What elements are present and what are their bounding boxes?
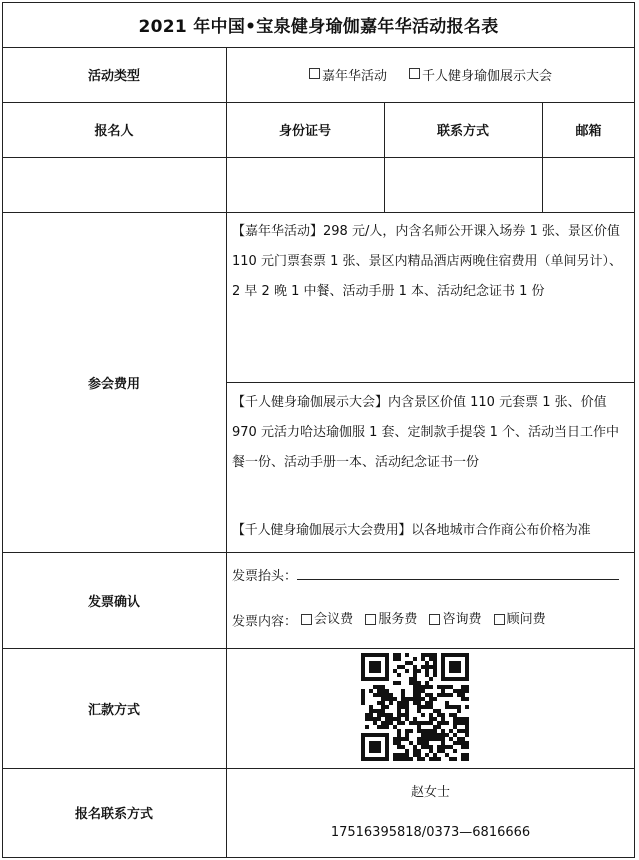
fee-divider bbox=[226, 382, 635, 383]
fee-carnival-text: 【嘉年华活动】298 元/人，内含名师公开课入场券 1 张、景区价值 110 元门票套票 1 张、景区内精品酒店两晚住宿费用（单间另计）、2 早 2 晚 1 中餐、活动手册 1 本、活动纪念证书 1 份 bbox=[232, 224, 622, 299]
fee-label: 参会费用 bbox=[87, 376, 140, 392]
fee-showcase-price-note: 【千人健身瑜伽展示大会费用】以各地城市合作商公布价格为准 bbox=[232, 523, 591, 538]
checkbox-icon[interactable] bbox=[494, 614, 505, 625]
activity-type-options bbox=[226, 47, 635, 102]
invoice-header-row bbox=[232, 565, 630, 587]
checkbox-icon[interactable] bbox=[429, 614, 440, 625]
email-input-cell[interactable] bbox=[542, 157, 635, 212]
checkbox-icon[interactable] bbox=[309, 68, 320, 79]
fee-showcase-text: 【千人健身瑜伽展示大会】内含景区价值 110 元套票 1 张、价值 970 元活力哈达瑜伽服 1 套、定制款手提袋 1 个、活动当日工作中餐一份、活动手册一本、活动纪念证书一份 bbox=[232, 395, 620, 470]
invoice-header-input[interactable] bbox=[297, 565, 619, 580]
invoice-header-label: 发票抬头： bbox=[232, 569, 298, 584]
contact-phone: 17516395818/0373—6816666 bbox=[330, 824, 531, 840]
registration-form bbox=[2, 2, 635, 857]
column-header-name: 报名人 bbox=[94, 124, 134, 139]
invoice-option-consulting[interactable]: 咨询费 bbox=[429, 610, 481, 630]
activity-option-carnival[interactable]: 嘉年华活动 bbox=[309, 65, 387, 84]
column-header-id: 身份证号 bbox=[278, 124, 331, 139]
invoice-option-service[interactable]: 服务费 bbox=[365, 610, 417, 630]
payment-label: 汇款方式 bbox=[87, 702, 140, 718]
activity-type-label: 活动类型 bbox=[87, 69, 140, 84]
activity-option-showcase[interactable]: 千人健身瑜伽展示大会 bbox=[409, 65, 552, 84]
checkbox-icon[interactable] bbox=[365, 614, 376, 625]
name-input-cell[interactable] bbox=[2, 157, 226, 212]
contact-label: 报名联系方式 bbox=[74, 807, 153, 822]
qr-code-icon bbox=[361, 653, 469, 761]
invoice-content-row bbox=[232, 610, 630, 633]
invoice-content-label: 发票内容： bbox=[232, 614, 298, 630]
checkbox-icon[interactable] bbox=[409, 68, 420, 79]
contact-input-cell[interactable] bbox=[384, 157, 542, 212]
checkbox-icon[interactable] bbox=[301, 614, 312, 625]
invoice-option-meeting[interactable]: 会议费 bbox=[301, 610, 353, 630]
form-title: 2021 年中国•宝泉健身瑜伽嘉年华活动报名表 bbox=[138, 17, 499, 37]
invoice-label: 发票确认 bbox=[87, 594, 140, 610]
column-header-contact: 联系方式 bbox=[436, 124, 489, 139]
table-border-bottom bbox=[2, 857, 635, 858]
invoice-option-advisor[interactable]: 顾问费 bbox=[494, 610, 546, 630]
column-header-email: 邮箱 bbox=[575, 124, 602, 139]
id-input-cell[interactable] bbox=[226, 157, 384, 212]
contact-person: 赵女士 bbox=[410, 784, 450, 800]
